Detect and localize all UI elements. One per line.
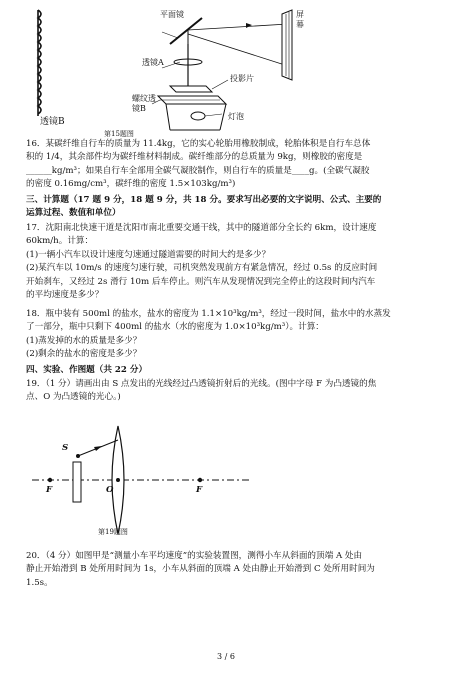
section-4-heading <box>26 364 430 377</box>
q16-line4: 的密度 0.16mg/cm³，碳纤维的密度 1.5×103kg/m³) <box>26 179 236 190</box>
q17-line2: 60km/h。计算： <box>26 236 94 247</box>
q20-line2: 静止开始滑到 B 处所用时间为 1s，小车从斜面的顶端 A 处由静止开始滑到 C 处所用时间为 <box>26 564 375 575</box>
q17-line6: 的平均速度是多少？ <box>26 290 104 301</box>
q17-line5: 开始刹车，又经过 2s 滑行 10m 后车停止。则汽车从发现情况到完全停止的这段时间内汽车 <box>26 276 376 287</box>
label-lens-a: 透镜A <box>142 58 164 67</box>
q19-line1: 19．（1 分）请画出由 S 点发出的光线经过凸透镜折射后的光线。(图中字母 F 为凸透镜的焦 <box>26 379 377 389</box>
question-17 <box>26 222 430 302</box>
label-screen: 屏幕 <box>296 10 304 29</box>
label-lamp: 灯泡 <box>228 112 244 121</box>
q17-line4: (2)某汽车以 10m/s 的速度匀速行驶，司机突然发现前方有紧急情况，经过 0.5s 的反应时间 <box>26 263 378 274</box>
figure-15-caption: 第15题图 <box>104 130 134 138</box>
figure-19-caption: 第19题图 <box>98 528 128 536</box>
label-f-right: F <box>196 485 203 495</box>
page-number: 3 / 6 <box>217 652 235 661</box>
question-18 <box>26 308 430 362</box>
figure-15-drawing <box>20 4 320 136</box>
q18-line4: (2)剩余的盐水的密度是多少？ <box>26 349 142 360</box>
q17-line3: (1)一辆小汽车以设计速度匀速通过隧道需要的时间大约是多少？ <box>26 249 271 260</box>
q19-line2: 点、O 为凸透镜的光心。) <box>26 392 121 403</box>
q18-line3: (1)蒸发掉的水的质量是多少？ <box>26 335 142 346</box>
q18-line2: 了一部分，瓶中只剩下 400ml 的盐水（水的密度为 1.0×10³kg/m³）。计算： <box>26 322 324 333</box>
label-lens-b: 透镜B <box>40 117 65 127</box>
question-20 <box>26 550 430 590</box>
label-slide: 投影片 <box>230 74 254 83</box>
figure-19 <box>30 420 260 540</box>
section-3-heading <box>26 194 430 221</box>
figure-19-drawing <box>30 420 260 540</box>
label-o: O <box>106 485 114 495</box>
sec3-line2: 运算过程、数值和单位） <box>26 208 121 219</box>
sec4-line1: 四、实验、作图题（共 22 分） <box>26 365 148 375</box>
label-mirror: 平面镜 <box>160 10 184 19</box>
q16-line2: 积的 1/4，其余部件均为碳纤维材料制成。碳纤维部分的总质量为 9kg，则橡胶的密度是 <box>26 152 363 163</box>
label-f-left: F <box>46 485 53 495</box>
question-16 <box>26 138 430 192</box>
sec3-line1: 三、计算题（17 题 9 分，18 题 9 分，共 18 分。要求写出必要的文字说明、公式、主要的 <box>26 195 382 205</box>
q18-line1: 18．瓶中装有 500ml 的盐水，盐水的密度为 1.1×10³kg/m³，经过一段时间，盐水中的水蒸发 <box>26 309 391 319</box>
q20-line1: 20．（4 分）如图甲是“测量小车平均速度”的实验装置图，测得小车从斜面的顶端 A 处由 <box>26 551 363 561</box>
figure-15 <box>20 4 320 136</box>
q16-line3: ______kg/m³；如果自行车全部用全碳气凝胶制作，则自行车的质量是____g。(全碳气凝胶 <box>26 165 370 176</box>
label-s: S <box>62 443 69 453</box>
q16-line1: 16．某碳纤维自行车的质量为 11.4kg，它的实心轮胎用橡胶制成，轮胎体积是自行车总体 <box>26 139 371 149</box>
label-fresnel-lens: 螺纹透镜B <box>132 94 156 113</box>
q20-line3: 1.5s。 <box>26 577 53 588</box>
question-19 <box>26 378 430 405</box>
q17-line1: 17．沈阳南北快速干道是沈阳市南北重要交通干线，其中的隧道部分全长约 6km，设计速度 <box>26 223 377 233</box>
